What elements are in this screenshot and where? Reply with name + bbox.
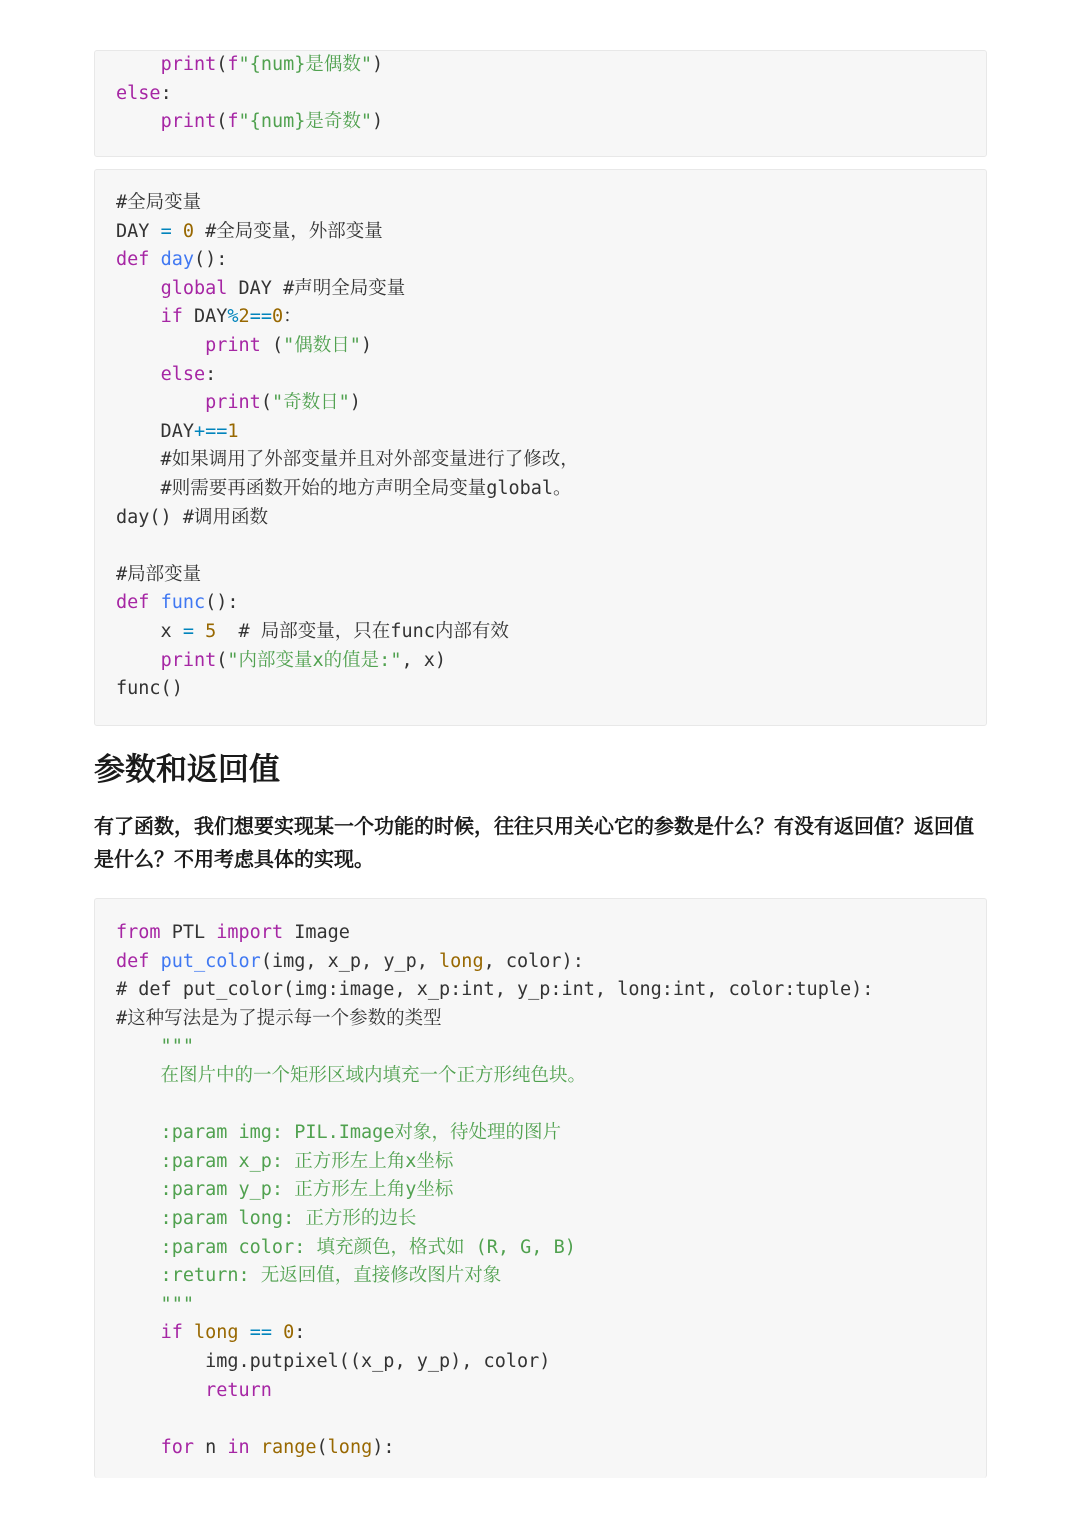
code-line xyxy=(116,1319,986,1348)
code-token: """ xyxy=(116,1293,194,1315)
code-token: ( xyxy=(216,111,228,133)
code-token: day xyxy=(160,249,194,271)
code-token: ( xyxy=(260,334,284,356)
code-token: ) xyxy=(360,334,373,356)
code-line xyxy=(116,1291,986,1320)
code-line xyxy=(116,1091,986,1120)
code-line xyxy=(116,389,986,418)
code-token: , color): xyxy=(483,950,584,972)
code-token xyxy=(272,1322,283,1343)
code-token: % xyxy=(227,306,239,328)
code-token: from xyxy=(116,922,161,943)
code-token: ): xyxy=(372,1436,395,1458)
code-token: :param x_p: 正方形左上角x坐标 xyxy=(116,1150,454,1172)
code-token: #局部变量 xyxy=(116,563,202,585)
code-token: def xyxy=(116,249,150,271)
code-token: :param img: PIL.Image对象，待处理的图片 xyxy=(116,1122,561,1144)
code-line xyxy=(116,108,986,137)
code-token: print xyxy=(205,392,261,414)
code-line xyxy=(116,1405,986,1434)
code-line xyxy=(116,1005,986,1034)
code-token: func xyxy=(160,592,206,614)
code-line xyxy=(116,475,986,504)
code-line xyxy=(116,246,986,275)
code-token xyxy=(116,1380,205,1401)
code-token: == xyxy=(249,306,272,328)
code-token: 5 xyxy=(205,620,217,642)
code-token: :param color: 填充颜色，格式如 (R, G, B) xyxy=(116,1236,576,1258)
code-line xyxy=(116,332,986,361)
code-token: else xyxy=(116,82,161,104)
code-token: else xyxy=(160,363,206,385)
code-token: def xyxy=(116,592,150,614)
code-token: print xyxy=(205,334,261,356)
code-token xyxy=(116,364,161,385)
code-lines xyxy=(116,919,986,1462)
code-token: : xyxy=(160,82,172,104)
code-line xyxy=(116,1205,986,1234)
code-token: (img, x_p, y_p, xyxy=(260,950,440,972)
code-token: #全局变量 xyxy=(116,192,202,213)
code-token xyxy=(116,111,161,132)
code-token xyxy=(116,306,161,327)
code-token: 1 xyxy=(227,420,239,442)
code-token xyxy=(149,249,160,270)
code-token: in xyxy=(227,1436,250,1458)
code-line xyxy=(116,218,986,247)
code-token xyxy=(149,592,160,613)
code-token: : xyxy=(294,1322,306,1344)
code-token: print xyxy=(160,649,217,671)
code-token xyxy=(116,1322,161,1343)
section-heading: 参数和返回值 xyxy=(94,752,280,788)
code-token: ( xyxy=(316,1436,328,1458)
code-line xyxy=(116,1262,986,1291)
code-token xyxy=(194,621,205,642)
code-token: (): xyxy=(205,592,239,614)
code-token: == xyxy=(249,1322,272,1344)
code-token: put_color xyxy=(160,950,261,972)
code-token: long xyxy=(193,1322,239,1344)
code-token xyxy=(183,1322,194,1343)
code-line xyxy=(116,618,986,647)
code-token: 在图片中的一个矩形区域内填充一个正方形纯色块。 xyxy=(116,1064,587,1086)
code-line xyxy=(116,1148,986,1177)
code-token: ) xyxy=(372,111,384,133)
code-line xyxy=(116,647,986,676)
code-token: 0 xyxy=(271,306,284,328)
code-token: "内部变量x的值是:" xyxy=(227,649,402,671)
code-token: 0 xyxy=(182,220,194,242)
code-token: # 局部变量，只在func内部有效 xyxy=(216,620,509,642)
code-token: +== xyxy=(193,420,228,442)
code-line xyxy=(116,80,986,109)
code-line xyxy=(116,1434,986,1463)
code-token: range xyxy=(260,1436,317,1458)
code-token: "奇数日" xyxy=(271,392,350,414)
code-token: PTL xyxy=(160,922,217,943)
code-token: """ xyxy=(116,1036,194,1058)
code-token: #如果调用了外部变量并且对外部变量进行了修改， xyxy=(116,449,579,471)
code-token xyxy=(116,650,161,671)
code-token: :return: 无返回值，直接修改图片对象 xyxy=(116,1265,502,1287)
code-line xyxy=(116,418,986,447)
code-token: for xyxy=(160,1436,194,1458)
code-block-1 xyxy=(94,50,987,157)
code-token: day() #调用函数 xyxy=(116,506,268,528)
code-token: f xyxy=(227,54,239,75)
code-token xyxy=(116,335,205,356)
code-token: #全局变量，外部变量 xyxy=(193,220,383,242)
code-token: if xyxy=(160,306,183,328)
code-token: DAY xyxy=(182,306,228,328)
code-token: = xyxy=(160,220,172,242)
code-token: ( xyxy=(216,54,228,75)
code-token: DAY xyxy=(116,420,194,442)
code-token: img.putpixel((x_p, y_p), color) xyxy=(116,1350,551,1372)
code-token: : xyxy=(205,363,217,385)
code-token: , x) xyxy=(401,649,447,671)
code-lines xyxy=(116,189,986,704)
code-line xyxy=(116,275,986,304)
code-line xyxy=(116,1348,986,1377)
code-token: long xyxy=(327,1436,373,1458)
code-line xyxy=(116,532,986,561)
code-line xyxy=(116,976,986,1005)
code-line xyxy=(116,589,986,618)
code-token: :param y_p: 正方形左上角y坐标 xyxy=(116,1179,454,1201)
code-line xyxy=(116,189,986,218)
code-token: :param long: 正方形的边长 xyxy=(116,1207,417,1229)
code-line xyxy=(116,1119,986,1148)
code-token: # def put_color(img:image, x_p:int, y_p:int, long:int, color:tuple): xyxy=(116,979,874,1001)
code-token: x xyxy=(116,620,183,642)
code-token: ) xyxy=(349,392,361,414)
code-line xyxy=(116,504,986,533)
code-line xyxy=(116,361,986,390)
code-token: DAY #声明全局变量 xyxy=(227,277,406,299)
code-token: long xyxy=(439,950,484,972)
code-token: "偶数日" xyxy=(283,334,361,356)
code-line xyxy=(116,1033,986,1062)
section-paragraph: 有了函数，我们想要实现某一个功能的时候，往往只用关心它的参数是什么？有没有返回值？返回值是什么？不用考虑具体的实现。 xyxy=(94,814,974,871)
code-token xyxy=(172,221,183,242)
code-token xyxy=(116,1437,161,1458)
code-block-3 xyxy=(94,898,987,1478)
code-line xyxy=(116,1377,986,1406)
code-token xyxy=(250,1437,261,1458)
code-token xyxy=(116,278,161,299)
code-line xyxy=(116,303,986,332)
code-token: #则需要再函数开始的地方声明全局变量global。 xyxy=(116,477,572,499)
code-token: 0 xyxy=(283,1322,295,1344)
code-token: print xyxy=(160,54,217,75)
code-line xyxy=(116,919,986,948)
code-token: global xyxy=(160,277,228,299)
code-token: ( xyxy=(216,649,228,671)
code-token: ： xyxy=(283,306,302,328)
code-token: 2 xyxy=(238,306,250,328)
code-token: func() xyxy=(116,678,183,700)
code-token: (): xyxy=(193,249,228,271)
code-line xyxy=(116,1176,986,1205)
code-line xyxy=(116,51,986,80)
code-line xyxy=(116,446,986,475)
code-token: DAY xyxy=(116,220,161,242)
code-token: Image xyxy=(283,922,350,943)
code-token xyxy=(149,951,160,972)
code-token: ( xyxy=(260,392,272,414)
code-token: if xyxy=(160,1322,183,1344)
code-token: return xyxy=(205,1379,272,1401)
code-token: def xyxy=(116,950,150,972)
code-token: ) xyxy=(372,54,384,75)
code-block-2 xyxy=(94,169,987,726)
code-token: = xyxy=(182,620,194,642)
code-token xyxy=(116,392,205,413)
code-token: n xyxy=(193,1436,228,1458)
code-line xyxy=(116,675,986,704)
code-line xyxy=(116,561,986,590)
code-token: f xyxy=(227,111,239,133)
code-token xyxy=(116,54,161,75)
code-token: #这种写法是为了提示每一个参数的类型 xyxy=(116,1007,442,1029)
code-line xyxy=(116,1234,986,1263)
code-token: "{num}是奇数" xyxy=(238,111,373,133)
code-token: "{num}是偶数" xyxy=(238,54,373,75)
code-token: print xyxy=(160,111,217,133)
code-line xyxy=(116,1062,986,1091)
code-lines xyxy=(116,51,986,137)
code-token xyxy=(239,1322,250,1343)
code-token: import xyxy=(216,922,284,943)
code-line xyxy=(116,948,986,977)
